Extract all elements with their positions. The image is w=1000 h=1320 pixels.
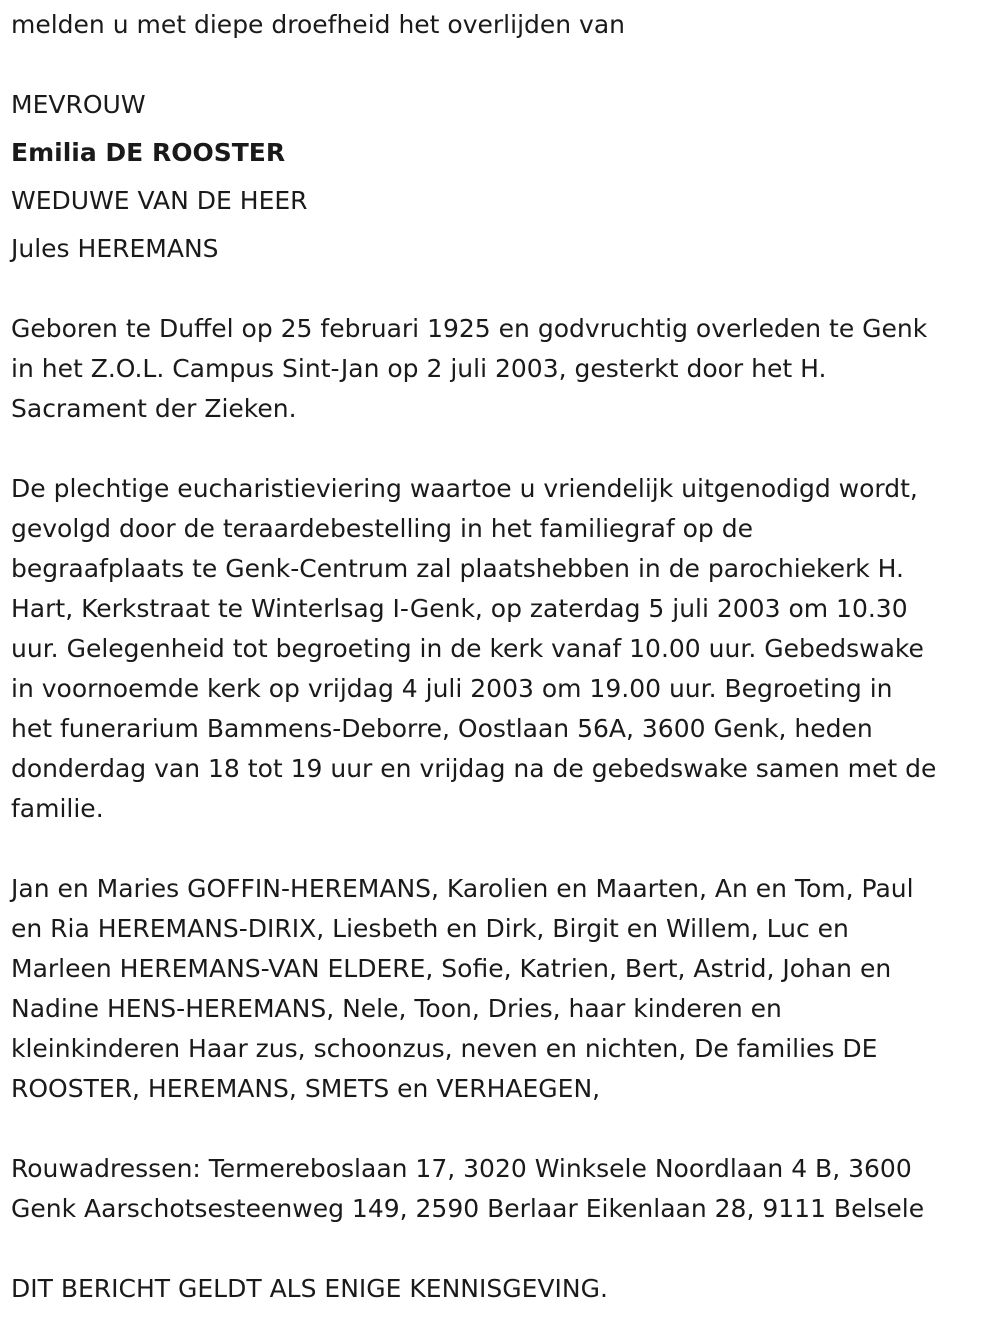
spouse-name: Jules HEREMANS bbox=[11, 234, 219, 263]
paragraph-line: het funerarium Bammens-Deborre, Oostlaan 56A, 3600 Genk, heden bbox=[11, 714, 873, 743]
paragraph-line: Rouwadressen: Termereboslaan 17, 3020 Winksele Noordlaan 4 B, 3600 bbox=[11, 1154, 912, 1183]
paragraph-line: Geboren te Duffel op 25 februari 1925 en godvruchtig overleden te Genk bbox=[11, 314, 928, 343]
paragraph-line: Genk Aarschotsesteenweg 149, 2590 Berlaar Eikenlaan 28, 9111 Belsele bbox=[11, 1194, 925, 1223]
address-paragraph bbox=[11, 1149, 991, 1229]
paragraph-line: gevolgd door de teraardebestelling in het familiegraf op de bbox=[11, 514, 753, 543]
closing-statement: DIT BERICHT GELDT ALS ENIGE KENNISGEVING. bbox=[11, 1274, 608, 1303]
paragraph-line: ROOSTER, HEREMANS, SMETS en VERHAEGEN, bbox=[11, 1074, 601, 1103]
salutation: MEVROUW bbox=[11, 90, 146, 119]
paragraph-line: Jan en Maries GOFFIN-HEREMANS, Karolien en Maarten, An en Tom, Paul bbox=[11, 874, 914, 903]
paragraph-line: uur. Gelegenheid tot begroeting in de kerk vanaf 10.00 uur. Gebedswake bbox=[11, 634, 924, 663]
widow-of-label: WEDUWE VAN DE HEER bbox=[11, 186, 308, 215]
paragraph-line: Marleen HEREMANS-VAN ELDERE, Sofie, Katrien, Bert, Astrid, Johan en bbox=[11, 954, 892, 983]
ceremony-paragraph bbox=[11, 469, 991, 829]
paragraph-line: Nadine HENS-HEREMANS, Nele, Toon, Dries, haar kinderen en bbox=[11, 994, 782, 1023]
family-paragraph bbox=[11, 869, 991, 1109]
paragraph-line: Hart, Kerkstraat te Winterlsag I-Genk, op zaterdag 5 juli 2003 om 10.30 bbox=[11, 594, 908, 623]
paragraph-line: in het Z.O.L. Campus Sint-Jan op 2 juli 2003, gesterkt door het H. bbox=[11, 354, 827, 383]
intro-text: melden u met diepe droefheid het overlijden van bbox=[11, 10, 626, 39]
deceased-name: Emilia DE ROOSTER bbox=[11, 138, 286, 167]
paragraph-line: kleinkinderen Haar zus, schoonzus, neven en nichten, De families DE bbox=[11, 1034, 878, 1063]
paragraph-line: in voornoemde kerk op vrijdag 4 juli 2003 om 19.00 uur. Begroeting in bbox=[11, 674, 893, 703]
paragraph-line: De plechtige eucharistieviering waartoe u vriendelijk uitgenodigd wordt, bbox=[11, 474, 918, 503]
paragraph-line: donderdag van 18 tot 19 uur en vrijdag na de gebedswake samen met de bbox=[11, 754, 937, 783]
paragraph-line: familie. bbox=[11, 794, 104, 823]
paragraph-line: Sacrament der Zieken. bbox=[11, 394, 297, 423]
paragraph-line: en Ria HEREMANS-DIRIX, Liesbeth en Dirk, Birgit en Willem, Luc en bbox=[11, 914, 849, 943]
paragraph-line: begraafplaats te Genk-Centrum zal plaatshebben in de parochiekerk H. bbox=[11, 554, 904, 583]
birth-death-paragraph bbox=[11, 309, 991, 429]
